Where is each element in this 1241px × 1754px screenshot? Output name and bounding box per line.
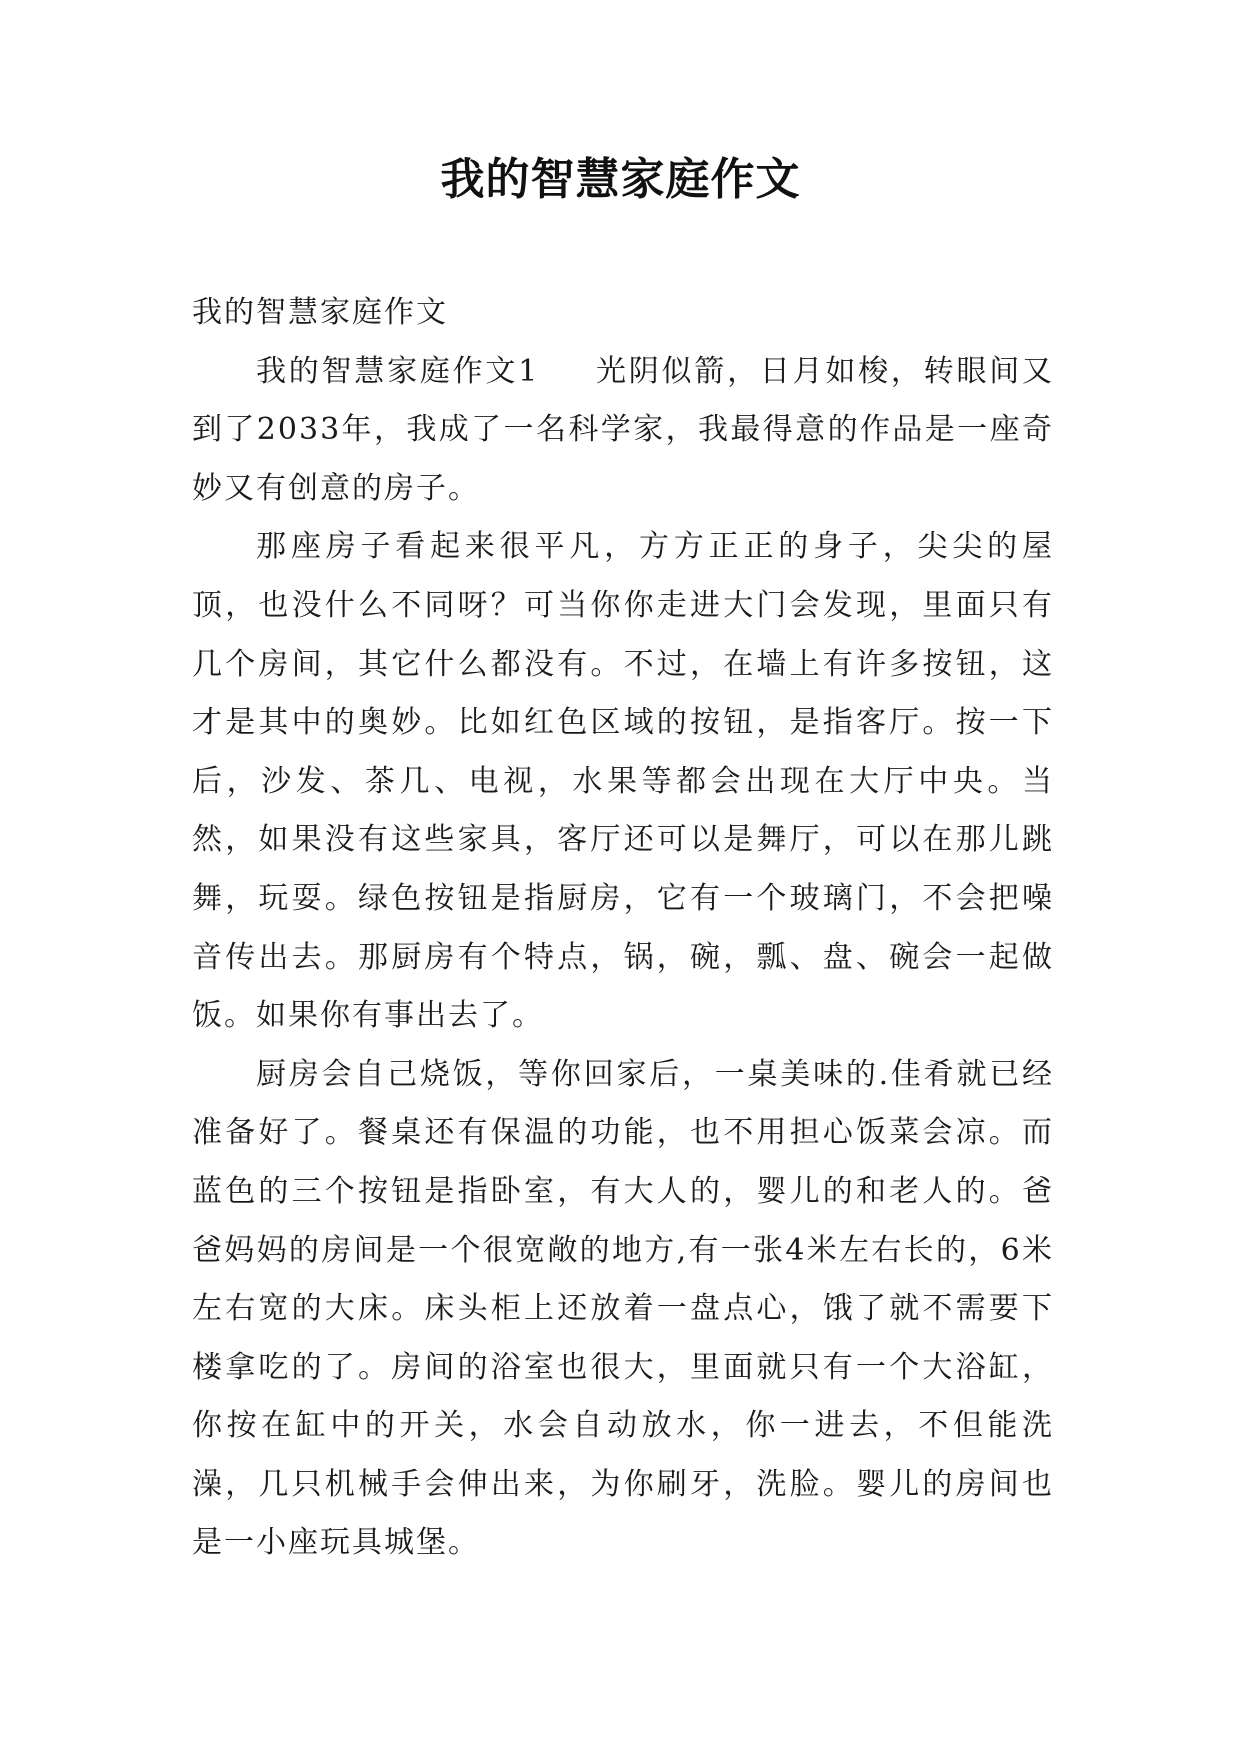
paragraph-1-text: 光阴似箭，日月如梭，转眼间又到了2033年，我成了一名科学家，我最得意的作品是一座奇妙又有创意的房子。 — [192, 353, 1054, 506]
paragraph-3: 厨房会自己烧饭，等你回家后，一桌美味的.佳肴就已经准备好了。餐桌还有保温的功能，也不用担心饭菜会凉。而蓝色的三个按钮是指卧室，有大人的，婴儿的和老人的。爸爸妈妈的房间是一个很宽敞的地方,有一张4米左右长的，6米左右宽的大床。床头柜上还放着一盘点心，饿了就不需要下楼拿吃的了。房间的浴室也很大，里面就只有一个大浴缸，你按在缸中的开关，水会自动放水，你一进去，不但能洗澡，几只机械手会伸出来，为你刷牙，洗脸。婴儿的房间也是一小座玩具城堡。 — [192, 1056, 1054, 1561]
document-title: 我的智慧家庭作文 — [440, 154, 801, 205]
document-subtitle: 我的智慧家庭作文 — [192, 295, 448, 330]
paragraph-2: 那座房子看起来很平凡，方方正正的身子，尖尖的屋顶，也没什么不同呀？可当你你走进大门会发现，里面只有几个房间，其它什么都没有。不过，在墙上有许多按钮，这才是其中的奥妙。比如红色区域的按钮，是指客厅。按一下后，沙发、茶几、电视，水果等都会出现在大厅中央。当然，如果没有这些家具，客厅还可以是舞厅，可以在那儿跳舞，玩耍。绿色按钮是指厨房，它有一个玻璃门，不会把噪音传出去。那厨房有个特点，锅，碗，瓢、盘、碗会一起做饭。如果你有事出去了。 — [192, 529, 1054, 1034]
paragraph-1 — [192, 343, 1054, 519]
document-body — [192, 284, 1054, 1573]
essay-label: 我的智慧家庭作文1 — [256, 353, 540, 389]
